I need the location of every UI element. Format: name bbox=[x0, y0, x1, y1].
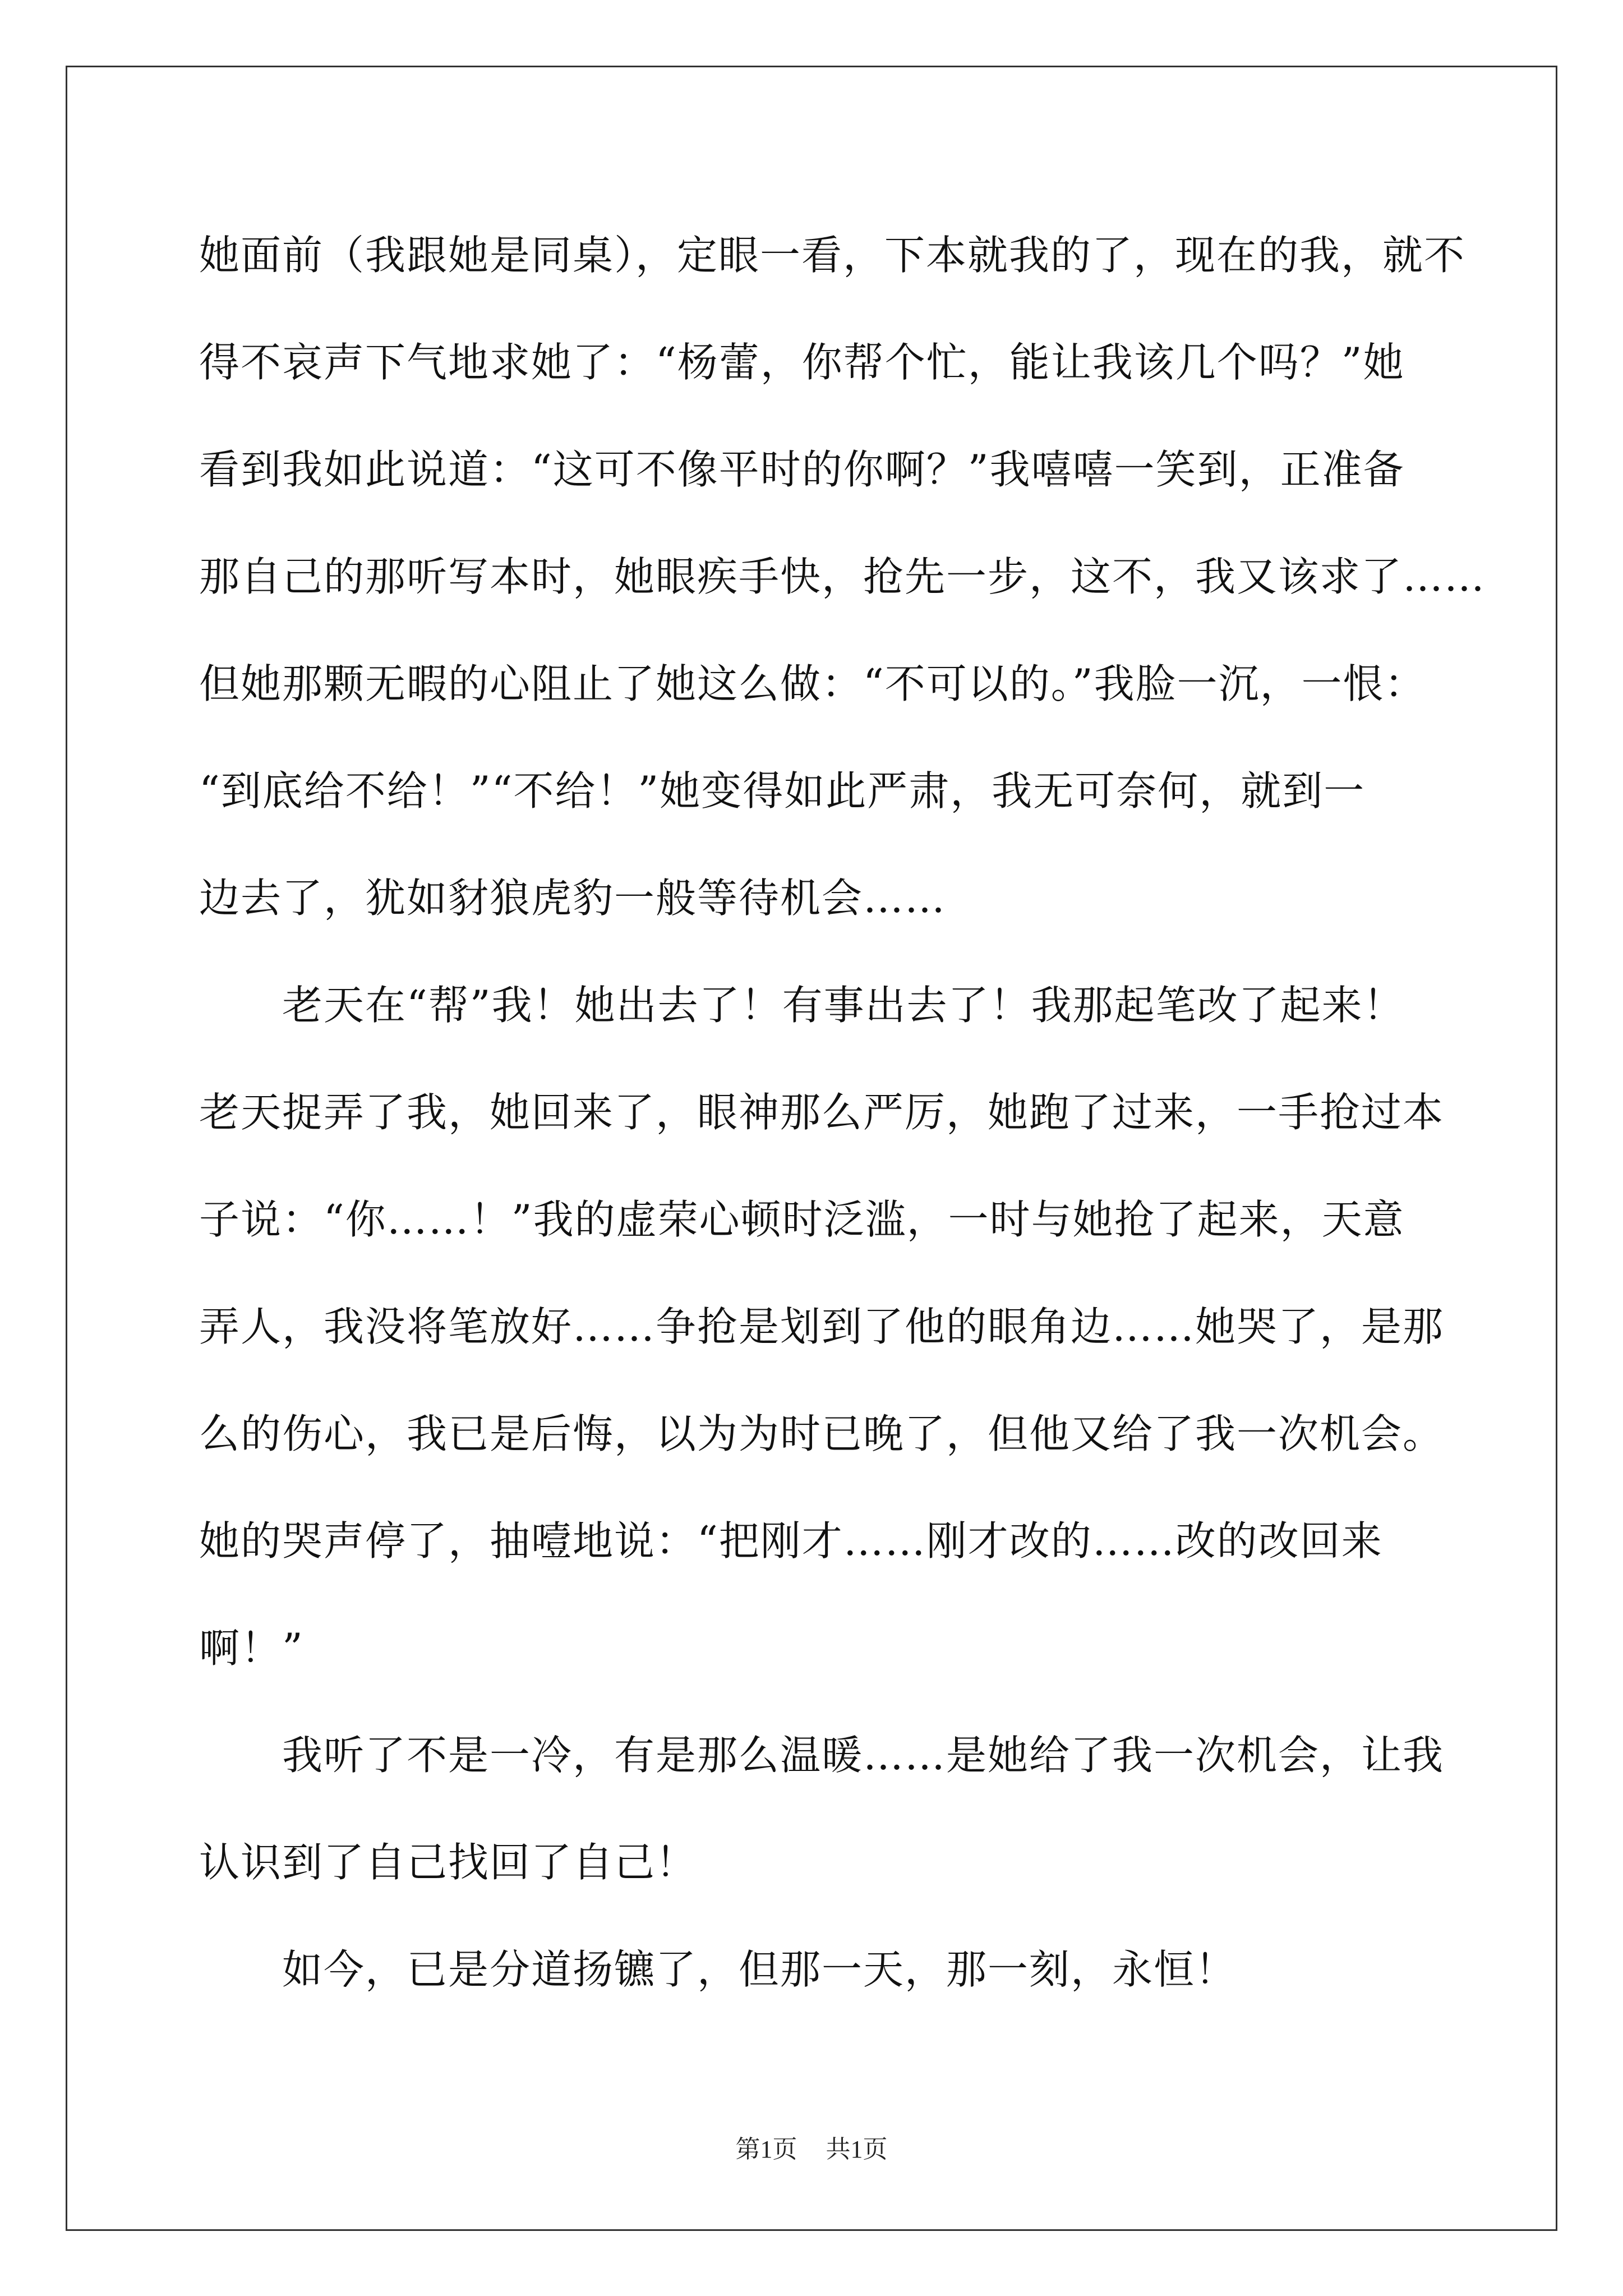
text-line: 她的哭声停了，抽噎地说：“把刚才……刚才改的……改的改回来 bbox=[199, 1517, 1383, 1565]
page-number: 第1页 bbox=[735, 2136, 797, 2163]
text-line: 子说：“你……！”我的虚荣心顿时泛滥，一时与她抢了起来，天意 bbox=[199, 1196, 1405, 1243]
text-line: 得不哀声下气地求她了：“杨蕾，你帮个忙，能让我该几个吗？”她 bbox=[199, 339, 1405, 386]
document-body bbox=[199, 202, 1486, 2023]
page-footer bbox=[0, 2129, 1623, 2165]
paragraph-start-line: 如今，已是分道扬镳了，但那一天，那一刻，永恒！ bbox=[282, 1946, 1237, 1993]
text-line: 她面前（我跟她是同桌），定眼一看，下本就我的了，现在的我，就不 bbox=[199, 232, 1466, 279]
text-line: 认识到了自己找回了自己！ bbox=[199, 1839, 698, 1886]
text-line: 但她那颗无暇的心阻止了她这么做：“不可以的。”我脸一沉，一恨： bbox=[199, 660, 1426, 707]
text-line: 老天捉弄了我，她回来了，眼神那么严厉，她跑了过来，一手抢过本 bbox=[199, 1089, 1445, 1136]
text-line: 啊！” bbox=[199, 1625, 304, 1672]
text-line: “到底给不给！”“不给！”她变得如此严肃，我无可奈何，就到一 bbox=[199, 767, 1366, 815]
paragraph-start-line: 我听了不是一冷，有是那么温暖……是她给了我一次机会，让我 bbox=[282, 1732, 1445, 1779]
page-total: 共1页 bbox=[826, 2136, 888, 2163]
text-line: 么的伤心，我已是后悔，以为为时已晚了，但他又给了我一次机会。 bbox=[199, 1410, 1445, 1457]
text-line: 弄人，我没将笔放好……争抢是划到了他的眼角边……她哭了，是那 bbox=[199, 1303, 1445, 1350]
paragraph-start-line: 老天在“帮”我！她出去了！有事出去了！我那起笔改了起来！ bbox=[282, 982, 1405, 1029]
text-line: 那自己的那听写本时，她眼疾手快，抢先一步，这不，我又该求了…… bbox=[199, 553, 1486, 600]
text-line: 边去了，犹如豺狼虎豹一般等待机会…… bbox=[199, 875, 947, 922]
text-line: 看到我如此说道：“这可不像平时的你啊？”我嘻嘻一笑到，正准备 bbox=[199, 446, 1405, 493]
